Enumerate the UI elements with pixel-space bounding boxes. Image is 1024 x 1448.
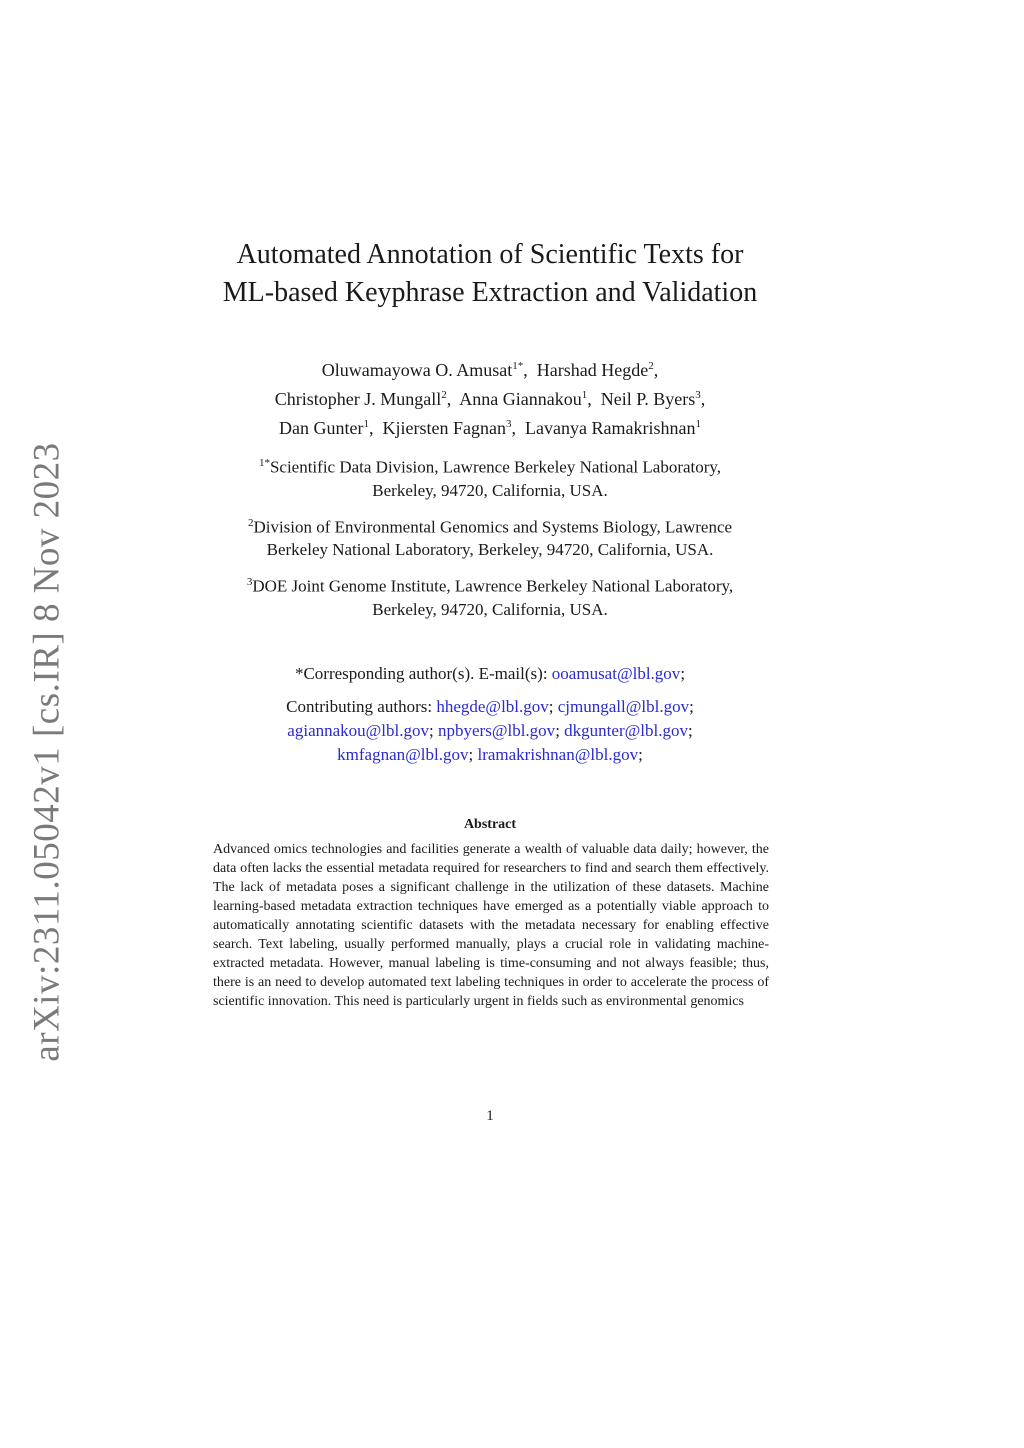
email-link[interactable]: agiannakou@lbl.gov <box>287 721 430 740</box>
affiliation: $^{1*}$Scientific Data Division, Lawrence Berkeley National Laboratory, Berkeley, 94720, California, USA. <box>258 457 722 500</box>
contributing-label: Contributing authors: <box>286 697 433 716</box>
email-link[interactable]: dkgunter@lbl.gov <box>564 721 688 740</box>
affiliation: $^3$DOE Joint Genome Institute, Lawrence Berkeley National Laboratory, Berkeley, 94720, California, USA. <box>246 576 734 619</box>
corresponding-label: *Corresponding author(s). E-mail(s): <box>294 664 548 683</box>
title-line-1: Automated Annotation of Scientific Texts for <box>236 239 744 270</box>
corresponding-email-link[interactable]: ooamusat@lbl.gov <box>551 664 681 683</box>
affiliation-list <box>190 452 790 631</box>
title-line-2: ML-based Keyphrase Extraction and Validation <box>222 277 758 308</box>
arxiv-sidebar-stamp: arXiv:2311.05042v1 [cs.IR] 8 Nov 2023 <box>26 442 68 1062</box>
email-link[interactable]: hhegde@lbl.gov <box>436 697 549 716</box>
author: Oluwamayowa O. Amusat$^{1*}$, <box>321 360 528 380</box>
paper-title <box>190 236 790 312</box>
author-list <box>190 354 790 441</box>
author: Christopher J. Mungall$^2$, <box>274 389 452 409</box>
email-link[interactable]: cjmungall@lbl.gov <box>557 697 690 716</box>
author: Kjiersten Fagnan$^3$, <box>382 418 516 438</box>
author: Neil P. Byers$^3$, <box>600 389 706 409</box>
email-link[interactable]: lramakrishnan@lbl.gov <box>477 745 639 764</box>
author: Lavanya Ramakrishnan$^1$ <box>525 418 701 438</box>
author: Anna Giannakou$^1$, <box>459 389 592 409</box>
correspondence-block: *Corresponding author(s). E-mail(s): ooamusat@lbl.gov; Contributing authors: hhegde@lbl.gov; cjmungall@lbl.gov; agiannakou@lbl.gov; npbyers@lbl.gov; dkgunter@lbl.gov; kmfagnan@lbl.gov; lramakrishnan@lbl.gov; <box>286 664 694 764</box>
author: Harshad Hegde$^2$, <box>536 360 659 380</box>
abstract-text: Advanced omics technologies and facilities generate a wealth of valuable data daily; however, the data often lacks the essential metadata required for researchers to find and search them effectively. The lack of metadata poses a significant challenge in the utilization of these datasets. Machine learning-based metadata extraction techniques have emerged as a potentially viable approach to automatically annotating scientific datasets with the metadata necessary for enabling effective search. Text labeling, usually performed manually, plays a crucial role in validating machine-extracted metadata. However, manual labeling is time-consuming and not always feasible; thus, there is an need to develop automated text labeling techniques in order to accelerate the process of scientific innovation. This need is particularly urgent in fields such as environmental genomics <box>213 842 769 1009</box>
page-number: 1 <box>486 1108 494 1124</box>
email-link[interactable]: npbyers@lbl.gov <box>438 721 556 740</box>
abstract-heading: Abstract <box>463 817 517 832</box>
author: Dan Gunter$^1$, <box>279 418 374 438</box>
affiliation: $^2$Division of Environmental Genomics and Systems Biology, Lawrence Berkeley National Laboratory, Berkeley, 94720, California, USA. <box>247 516 733 560</box>
email-link[interactable]: kmfagnan@lbl.gov <box>337 745 469 764</box>
